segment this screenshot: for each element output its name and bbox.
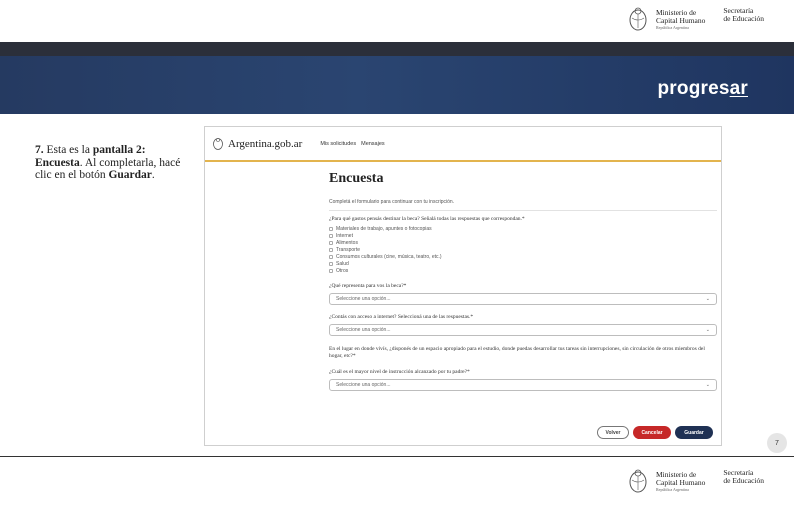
secretaria-line2: de Educación (723, 476, 764, 485)
logo-text: Argentina.gob.ar (228, 137, 303, 150)
back-button[interactable]: Volver (597, 426, 629, 439)
secretaria-logo (723, 469, 764, 485)
question-gastos: ¿Para qué gastos pensás destinar la beca? Señalá todas las respuestas que correspondan.* (329, 216, 525, 222)
form-subtitle: Completá el formulario para continuar con tu inscripción. (329, 199, 455, 205)
footer-logos (626, 460, 764, 502)
checkbox[interactable] (329, 255, 333, 259)
question-padre: ¿Cuál es el mayor nivel de instrucción alcanzado por tu padre?* (329, 369, 470, 375)
banner-blue (0, 56, 794, 114)
nav-link-solicitudes[interactable]: Mis solicitudes (320, 140, 357, 147)
chevron-down-icon: ⌄ (705, 327, 710, 333)
checkbox-option[interactable]: Otros (329, 267, 717, 274)
secretaria-line1: Secretaría (723, 6, 754, 15)
nav-link-mensajes[interactable]: Mensajes (361, 140, 385, 147)
ministry-logo (626, 468, 705, 494)
checkbox-option[interactable]: Salud (329, 260, 717, 267)
header-logos (626, 0, 764, 38)
checkbox-option[interactable]: Internet (329, 232, 717, 239)
ministry-name-line2: Capital Humano (656, 477, 706, 487)
banner (0, 42, 794, 114)
checkbox[interactable] (329, 269, 333, 273)
ministry-logo (626, 6, 705, 32)
secretaria-line2: de Educación (723, 14, 764, 23)
national-seal-icon (212, 137, 224, 150)
checkbox-group (329, 225, 717, 274)
checkbox[interactable] (329, 227, 333, 231)
save-button[interactable]: Guardar (675, 426, 713, 439)
ministry-name-line1: Ministerio de (656, 7, 697, 17)
instruction-text: 7. Esta es la pantalla 2: Encuesta. Al completarla, hacé clic en el botón Guardar. (35, 144, 181, 181)
banner-dark-strip (0, 42, 794, 56)
nav-links (320, 141, 384, 147)
select-beca[interactable]: Seleccione una opción... ⌄ (329, 293, 717, 305)
page-number-badge: 7 (767, 433, 787, 453)
question-beca: ¿Qué representa para vos la beca?* (329, 283, 407, 289)
select-internet[interactable]: Seleccione una opción... ⌄ (329, 324, 717, 336)
select-padre[interactable]: Seleccione una opción... ⌄ (329, 379, 717, 391)
secretaria-line1: Secretaría (723, 468, 754, 477)
checkbox[interactable] (329, 262, 333, 266)
checkbox-option[interactable]: Alimentos (329, 239, 717, 246)
survey-form (329, 171, 717, 391)
form-title: Encuesta (329, 171, 384, 186)
ministry-country: República Argentina (656, 486, 689, 492)
app-screenshot (204, 126, 722, 446)
checkbox[interactable] (329, 241, 333, 245)
form-actions (597, 426, 713, 439)
question-internet: ¿Contás con acceso a internet? Seleccioná una de las respuestas.* (329, 314, 474, 320)
chevron-down-icon: ⌄ (705, 382, 710, 388)
cancel-button[interactable]: Cancelar (633, 426, 671, 439)
national-seal-icon (626, 6, 650, 32)
step-number: 7. (35, 144, 44, 156)
ministry-country: República Argentina (656, 24, 689, 30)
divider (329, 210, 717, 211)
chevron-down-icon: ⌄ (705, 296, 710, 302)
checkbox[interactable] (329, 234, 333, 238)
question-espacio: En el lugar en donde vivís, ¿disponés de un espacio apropiado para el estudio, donde puedas desarrollar tus tareas sin interrupciones, sin circulación de otros miembros del hogar, etc?* (329, 346, 705, 359)
national-seal-icon (626, 468, 650, 494)
checkbox[interactable] (329, 248, 333, 252)
checkbox-option[interactable]: Consumos culturales (cine, música, teatro, etc.) (329, 253, 717, 260)
ministry-name-line1: Ministerio de (656, 469, 697, 479)
ministry-name-line2: Capital Humano (656, 15, 706, 25)
checkbox-option[interactable]: Materiales de trabajo, apuntes o fotocopias (329, 225, 717, 232)
secretaria-logo (723, 7, 764, 23)
progresar-logo: progresar (657, 78, 748, 99)
app-navbar (205, 127, 721, 162)
footer-divider (0, 456, 794, 457)
checkbox-option[interactable]: Transporte (329, 246, 717, 253)
argentina-gob-logo[interactable] (212, 137, 302, 150)
